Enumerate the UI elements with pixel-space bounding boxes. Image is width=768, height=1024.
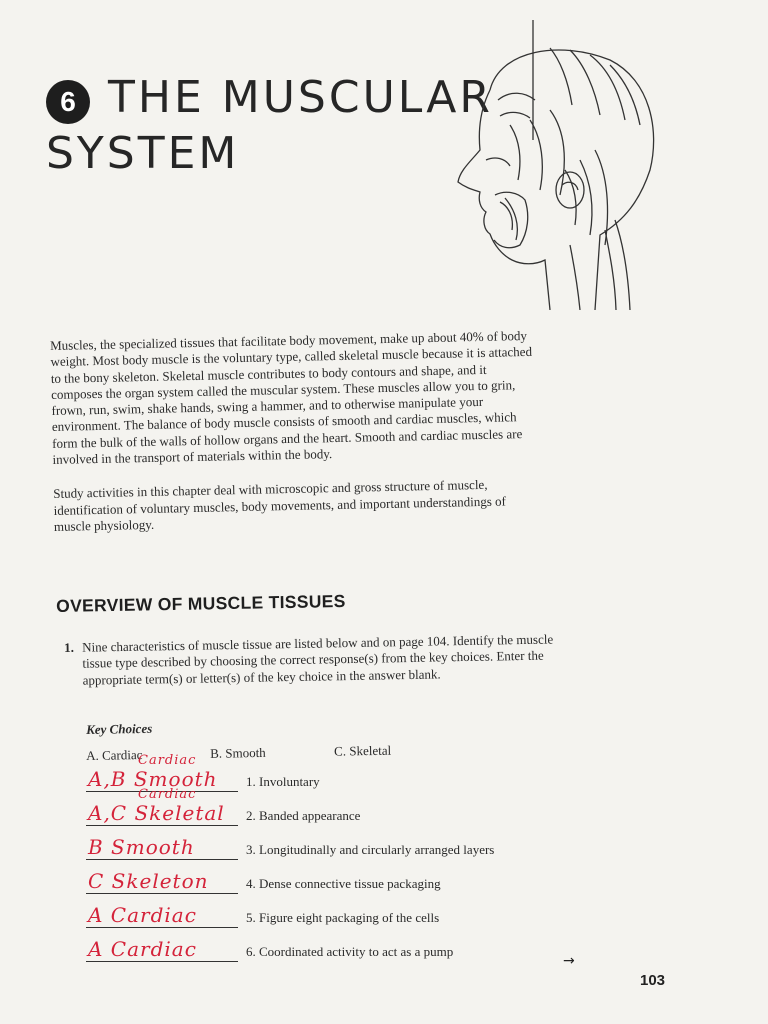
handwritten-answer: C Skeleton — [88, 869, 209, 893]
answer-item-text: 1. Involuntary — [246, 774, 320, 789]
answer-list — [86, 753, 586, 982]
key-choice-cardiac: A. Cardiac — [86, 747, 143, 763]
continue-arrow-icon: → — [563, 953, 575, 969]
answer-blank[interactable] — [86, 929, 238, 962]
answer-row — [86, 932, 566, 966]
intro-paragraph-2: Study activities in this chapter deal with microscopic and gross structure of muscle, identification of voluntary muscles, body movements, and important understandings of muscle physiology. — [53, 477, 507, 534]
section-heading: OVERVIEW OF MUSCLE TISSUES — [56, 590, 346, 616]
answer-item-text: 4. Dense connective tissue packaging — [246, 876, 441, 891]
chapter-title-block — [46, 70, 493, 182]
handwritten-answer: B Smooth — [88, 835, 195, 859]
key-choices-heading: Key Choices — [86, 720, 153, 737]
head-muscle-illustration — [450, 20, 670, 310]
answer-blank[interactable] — [86, 827, 238, 860]
key-choice-skeletal: C. Skeletal — [333, 742, 392, 759]
question-text: Nine characteristics of muscle tissue are listed below and on page 104. Identify the muscle tissue type described by choosing the correct response(s) from the key choices. Enter the appropriate term(s) or letter(s) of the key choice in the answer blank. — [81, 631, 554, 688]
answer-item-text: 3. Longitudinally and circularly arranged layers — [246, 842, 495, 857]
answer-item-text: 5. Figure eight packaging of the cells — [246, 910, 440, 925]
answer-row — [86, 898, 566, 932]
handwritten-answer: A Cardiac — [88, 937, 197, 961]
answer-blank[interactable] — [86, 861, 238, 894]
handwritten-answer: A Cardiac — [88, 903, 197, 927]
answer-item-text: 6. Coordinated activity to act as a pump — [246, 944, 454, 959]
answer-item-text: 2. Banded appearance — [246, 808, 361, 823]
answer-blank[interactable] — [86, 787, 238, 826]
answer-row — [86, 830, 566, 864]
question-1 — [64, 631, 565, 689]
chapter-introduction — [50, 328, 544, 553]
handwritten-note: Cardiac — [138, 787, 197, 802]
chapter-title-line-2: SYSTEM — [46, 128, 240, 179]
page-number: 103 — [640, 972, 666, 989]
handwritten-answer: A,C Skeletal — [88, 801, 225, 825]
question-number: 1. — [64, 639, 75, 655]
chapter-number-badge: 6 — [46, 80, 90, 124]
answer-row — [86, 864, 566, 898]
answer-row — [86, 787, 566, 830]
key-choice-smooth: B. Smooth — [209, 744, 266, 761]
intro-paragraph-1: Muscles, the specialized tissues that facilitate body movement, make up about 40% of body weight. Most body muscle is the voluntary type, called skeletal muscle because it is attached to the bony skeleton. Skeletal muscle contributes to body contours and shape, and it composes the organ system called the muscular system. These muscles allow you to grin, frown, run, swim, shake hands, swing a hammer, and to otherwise manipulate your environment. The balance of body muscle consists of smooth and cardiac muscles, which form the bulk of the walls of hollow organs and the heart. Smooth and cardiac muscles are involved in the transport of materials within the body. — [50, 328, 533, 468]
handwritten-note: Cardiac — [138, 753, 197, 768]
chapter-title-line-1: THE MUSCULAR — [108, 72, 493, 123]
answer-blank[interactable] — [86, 895, 238, 928]
handwritten-answer: A,B Smooth — [88, 767, 218, 791]
